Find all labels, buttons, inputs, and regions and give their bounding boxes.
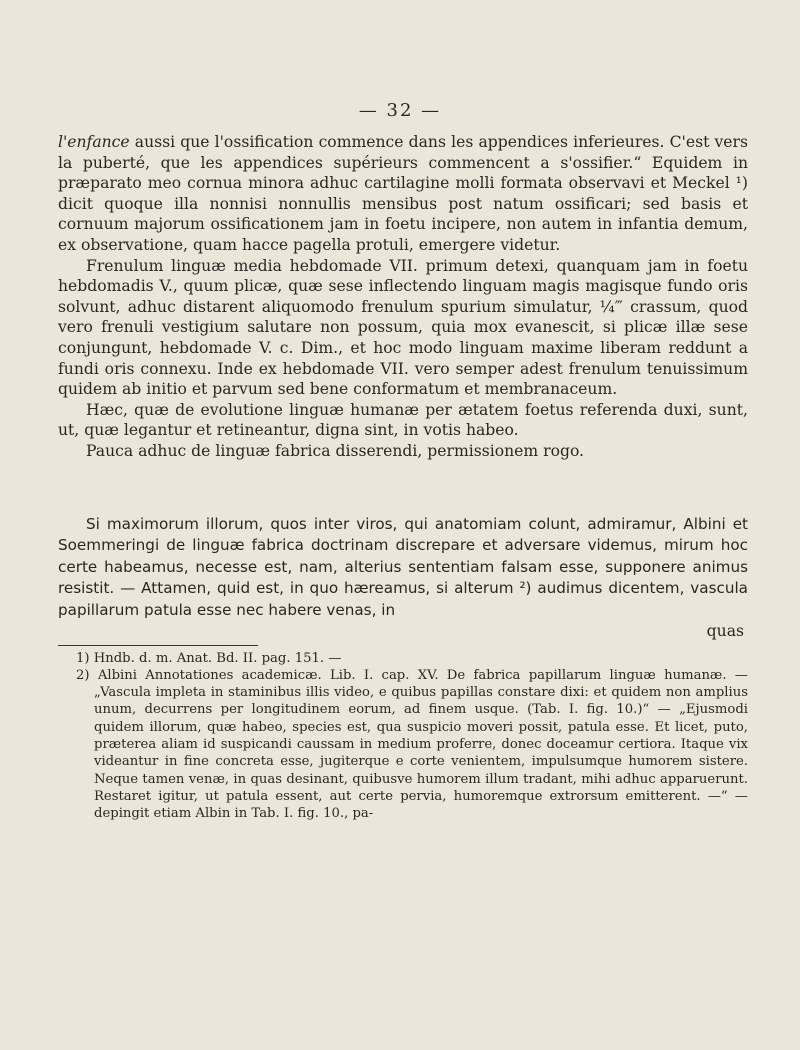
catchword: quas xyxy=(706,622,744,640)
paragraph-3: Hæc, quæ de evolutione linguæ humanæ per ætatem foetus referenda duxi, sunt, ut, quæ legantur et retineantur, digna sint, in votis habeo. xyxy=(58,400,748,440)
paragraph-4: Pauca adhuc de linguæ fabrica disserendi, permissionem rogo. xyxy=(86,441,585,460)
paragraph-1-italic-lead: l'enfance xyxy=(58,133,130,151)
footnote-1 xyxy=(76,650,748,667)
footnotes xyxy=(76,650,748,823)
footnote-2-mark: 2) xyxy=(76,667,90,683)
paragraph-2: Frenulum linguæ media hebdomade VII. primum detexi, quanquam jam in foetu hebdomadis V., quum plicæ, quæ sese inflectendo linguam magis magisque fundo oris solvunt, adhuc distarent aliquomodo frenulum spurium simulatur, ¼‴ crassum, quod vero frenuli vestigium salutare non possum, quia mox evanescit, si plicæ illæ sese conjungunt, hebdomade V. c. Dim., et hoc modo linguam maxime liberam reddunt a fundi oris connexu. Inde ex hebdomade VII. vero semper adest frenulum tenuissimum quidem ab initio et parvum sed bene conformatum et membranaceum. xyxy=(58,256,748,399)
paragraph-5: Si maximorum illorum, quos inter viros, qui anatomiam colunt, admiramur, Albini et Soemmeringi de linguæ fabrica doctrinam discrepare et adversare videmus, mirum hoc certe habeamus, necesse est, nam, alterius sententiam falsam esse, supponere animus resistit. — Attamen, quid est, in quo hæreamus, si alterum ²) audimus dicentem, vascula papillarum patula esse nec habere venas, in xyxy=(58,514,748,619)
paragraph-1-text: aussi que l'ossification commence dans les appendices inferieures. C'est vers la puberté, que les appendices supérieurs commencent a s'ossifier.“ Equidem in præparato meo cornua minora adhuc cartilagine molli formata observavi et Meckel ¹) dicit quoque illa nonnisi nonnullis mensibus post natum ossificari; sed basis et cornuum majorum ossificationem jam in foetu incipere, non autem in infantia demum, ex observatione, quam hacce pagella protuli, emergere videtur. xyxy=(58,133,748,254)
page-body xyxy=(58,132,748,823)
footnote-2-text: Albini Annotationes academicæ. Lib. I. cap. XV. De fabrica papillarum linguæ humanæ. — „Vascula impleta in staminibus illis video, e quibus papillas constare dixi: et quidem non amplius unum, decurrens per longitudinem eorum, ad finem usque. (Tab. I. fig. 10.)“ — „Ejusmodi quidem illorum, quæ habeo, species est, qua suspicio moveri possit, patula esse. Et licet, puto, præterea aliam id suspicandi caussam in medium proferre, donec doceamur certiora. Itaque vix videantur in fine concreta esse, jugiterque e corte venientem, impulsumque humorem sistere. Neque tamen venæ, in quas desinant, quibusve humorem illum tradant, mihi adhuc apparuerunt. Restaret igitur, ut patula essent, aut certe pervia, humoremque extrorsum emitterent. —“ — depingit etiam Albin in Tab. I. fig. 10., pa- xyxy=(94,667,748,822)
page-number: — 32 — xyxy=(358,100,442,121)
footnote-1-mark: 1) xyxy=(76,650,90,666)
footnote-1-text: Hndb. d. m. Anat. Bd. II. pag. 151. — xyxy=(93,650,342,666)
footnote-2 xyxy=(76,667,748,823)
footnote-rule xyxy=(58,645,258,646)
paragraph-1 xyxy=(58,132,748,256)
